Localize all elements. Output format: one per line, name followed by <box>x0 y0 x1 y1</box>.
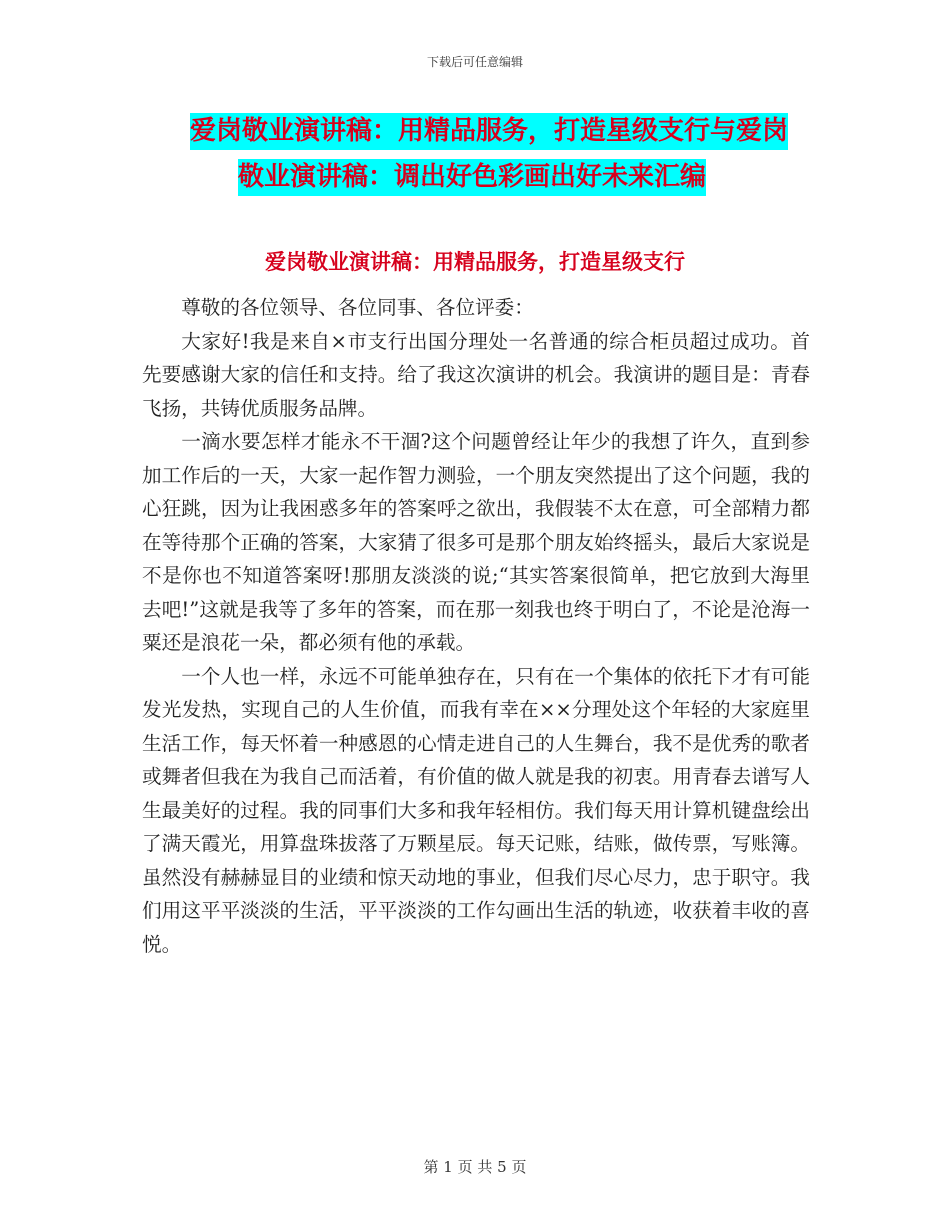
title-highlight: 敬业演讲稿：调出好色彩画出好未来汇编 <box>238 159 706 196</box>
document-title-line-2 <box>190 154 802 200</box>
body-paragraph: 一滴水要怎样才能永不干涸?这个问题曾经让年少的我想了许久，直到参加工作后的一天，大家一起作智力测验，一个朋友突然提出了这个问题，我的心狂跳，因为让我困惑多年的答案呼之欲出，我假装不太在意，可全部精力都在等待那个正确的答案，大家猜了很多可是那个朋友始终摇头，最后大家说是不是你也不知道答案呀!那朋友淡淡的说;“其实答案很简单，把它放到大海里去吧!”这就是我等了多年的答案，而在那一刻我也终于明白了，不论是沧海一粟还是浪花一朵，都必须有他的承载。 <box>142 430 810 654</box>
document-title-line-1 <box>190 108 802 154</box>
document-body <box>142 291 810 961</box>
salutation-paragraph: 尊敬的各位领导、各位同事、各位评委： <box>181 296 534 319</box>
body-paragraph: 大家好!我是来自×市支行出国分理处一名普通的综合柜员超过成功。首先要感谢大家的信任和支持。给了我这次演讲的机会。我演讲的题目是：青春飞扬，共铸优质服务品牌。 <box>142 329 810 420</box>
page-header: 下载后可任意编辑 <box>426 55 523 69</box>
section-title: 爱岗敬业演讲稿：用精品服务，打造星级支行 <box>265 250 685 274</box>
page-number-footer: 第 1 页 共 5 页 <box>423 1158 527 1176</box>
title-highlight: 爱岗敬业演讲稿：用精品服务，打造星级支行与爱岗 <box>190 113 788 150</box>
document-title <box>190 108 802 200</box>
body-paragraph: 一个人也一样，永远不可能单独存在，只有在一个集体的依托下才有可能发光发热，实现自己的人生价值，而我有幸在××分理处这个年轻的大家庭里生活工作，每天怀着一种感恩的心情走进自己的人生舞台，我不是优秀的歌者或舞者但我在为我自己而活着，有价值的做人就是我的初衷。用青春去谱写人生最美好的过程。我的同事们大多和我年轻相仿。我们每天用计算机键盘绘出了满天霞光，用算盘珠拔落了万颗星辰。每天记账，结账，做传票，写账簿。虽然没有赫赫显目的业绩和惊天动地的事业，但我们尽心尽力，忠于职守。我们用这平平淡淡的生活，平平淡淡的工作勾画出生活的轨迹，收获着丰收的喜悦。 <box>142 664 810 956</box>
